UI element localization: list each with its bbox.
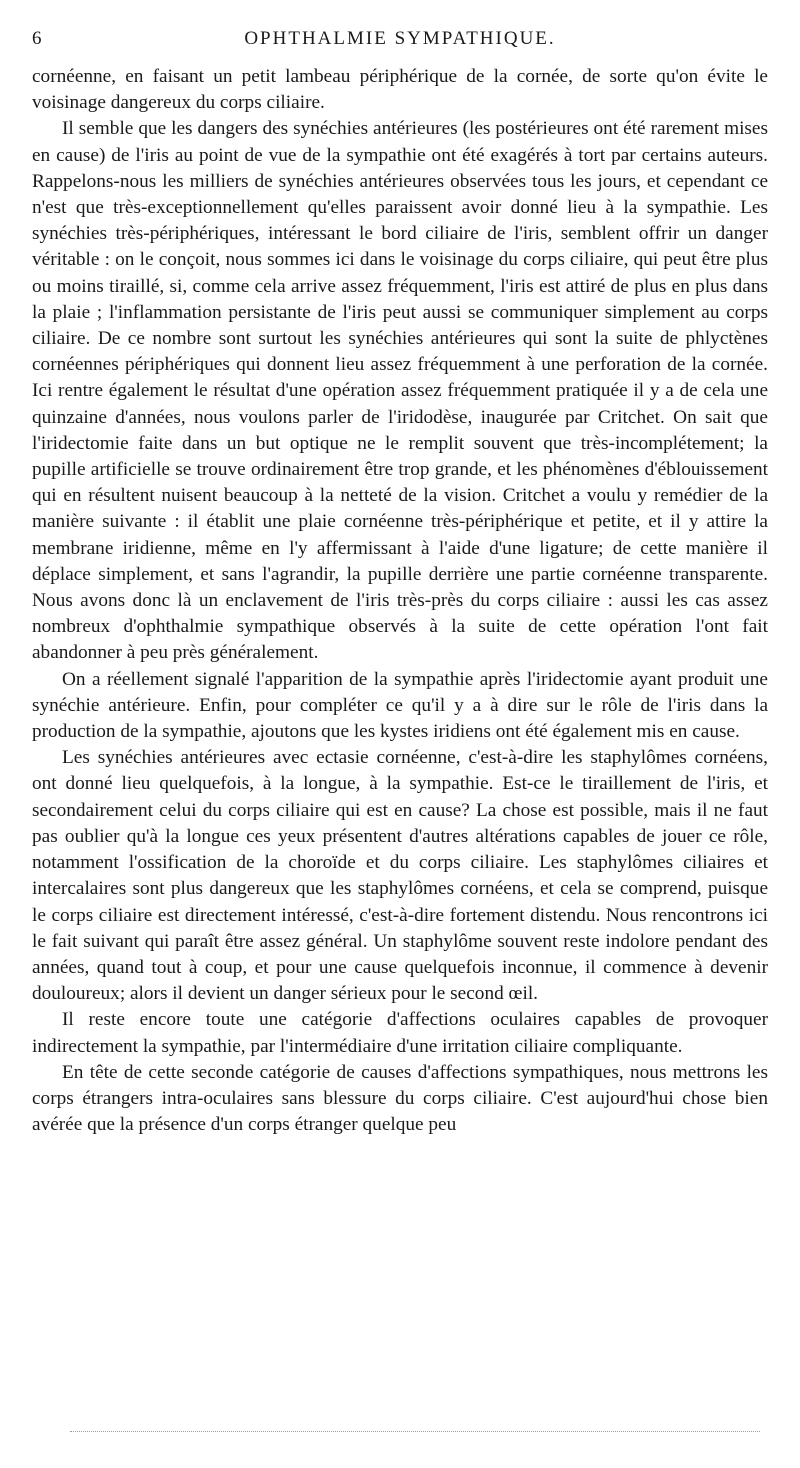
- paragraph-corps-etrangers: En tête de cette seconde catégorie de causes d'affections sympathiques, nous mettrons les corps étrangers intra-oculaires sans blessure du corps ciliaire. C'est aujourd'hui chose bien avérée que la présence d'un corps étranger quelque peu: [32, 1061, 768, 1136]
- paragraph-synechies: Il semble que les dangers des synéchies antérieures (les postérieures ont été rarement mises en cause) de l'iris au point de vue de la sympathie ont été exagérés à tort par certains auteurs. Rappelons-nous les milliers de synéchies antérieures observées tous les jours, et cependant ce n'est que très-exceptionnellement qu'elles paraissent avoir donné lieu à la sympathie. Les synéchies très-périphériques, intéressant le bord ciliaire de l'iris, semblent offrir un danger véritable : on le conçoit, nous sommes ici dans le voisinage du corps ciliaire, qui peut être plus ou moins tiraillé, si, comme cela arrive assez fréquemment, l'iris est attiré de plus en plus dans la plaie ; l'inflammation persistante de l'iris peut aussi se communiquer simplement au corps ciliaire. De ce nombre sont surtout les synéchies antérieures qui sont la suite de phlyctènes cornéennes périphériques qui donnent lieu assez fréquemment à une perforation de la cornée. Ici rentre également le résultat d'une opération assez fréquemment pratiquée il y a de cela une quinzaine d'années, nous voulons parler de l'iridodèse, inaugurée par Critchet. On sait que l'iridectomie faite dans un but optique ne le remplit souvent que très-incomplétement; la pupille artificielle se trouve ordinairement être trop grande, et les phénomènes d'éblouissement qui en résultent nuisent beaucoup à la netteté de la vision. Critchet a voulu y remédier de la manière suivante : il établit une plaie cornéenne très-périphérique et petite, et il y attire la membrane iridienne, même en l'y affermissant à l'aide d'une ligature; de cette manière il déplace simplement, et sans l'agrandir, la pupille derrière une partie cornéenne transparente. Nous avons donc là un enclavement de l'iris très-près du corps ciliaire : aussi les cas assez nombreux d'ophthalmie sympathique observés à la suite de cette opération l'ont fait abandonner à peu près généralement.: [32, 118, 768, 664]
- paragraph-iridectomie: On a réellement signalé l'apparition de la sympathie après l'iridectomie ayant produit une synéchie antérieure. Enfin, pour compléter ce qu'il y a à dire sur le rôle de l'iris dans la production de la sympathie, ajoutons que les kystes iridiens ont été également mis en cause.: [32, 668, 768, 743]
- bottom-rule: [70, 1431, 760, 1432]
- paragraph-categorie: Il reste encore toute une catégorie d'affections oculaires capables de provoquer indirectement la sympathie, par l'intermédiaire d'une irritation ciliaire compliquante.: [32, 1009, 768, 1057]
- paragraph-staphylomes: Les synéchies antérieures avec ectasie cornéenne, c'est-à-dire les staphylômes cornéens, ont donné lieu quelquefois, à la longue, à la sympathie. Est-ce le tiraillement de l'iris, et secondairement celui du corps ciliaire qui est en cause? La chose est possible, mais il ne faut pas oublier qu'à la longue ces yeux présentent d'autres altérations capables de jouer ce rôle, notamment l'ossification de la choroïde et du corps ciliaire. Les staphylômes ciliaires et intercalaires sont plus dangereux que les staphylômes cornéens, et cela se comprend, puisque le corps ciliaire est directement intéressé, c'est-à-dire fortement distendu. Nous rencontrons ici le fait suivant qui paraît être assez général. Un staphylôme souvent reste indolore pendant des années, quand tout à coup, et pour une cause quelquefois inconnue, il commence à devenir douloureux; alors il devient un danger sérieux pour le second œil.: [32, 747, 768, 1005]
- body-text: [32, 64, 768, 1138]
- page-number: 6: [32, 28, 43, 49]
- running-title: OPHTHALMIE SYMPATHIQUE.: [244, 28, 556, 49]
- paragraph-continuation: cornéenne, en faisant un petit lambeau périphérique de la cornée, de sorte qu'on évite le voisinage dangereux du corps ciliaire.: [32, 66, 768, 114]
- page-header: [30, 22, 770, 52]
